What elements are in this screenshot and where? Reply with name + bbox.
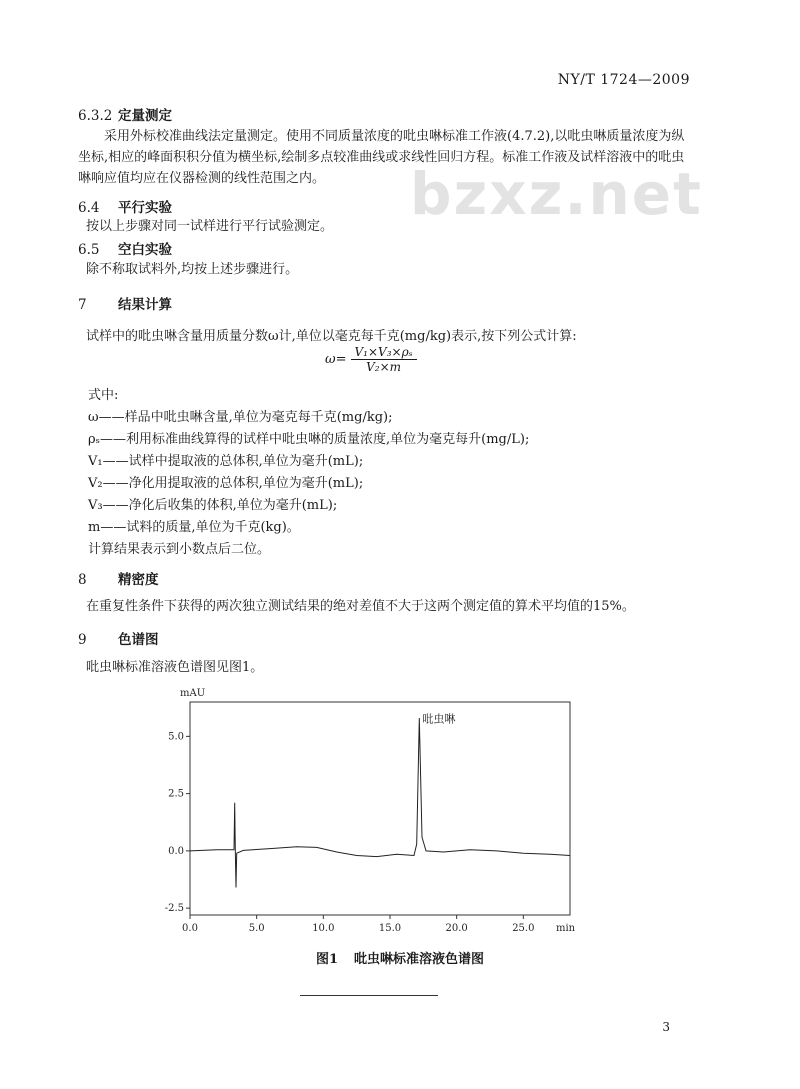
section-heading-6-5 (78, 238, 172, 258)
section-number: 6.4 (78, 200, 100, 216)
x-tick-label: 20.0 (445, 923, 468, 934)
watermark: bzxz.net (410, 160, 703, 228)
section-number: 6.5 (78, 242, 100, 258)
chromatogram-trace (190, 718, 570, 888)
figure-label: 图1 (315, 952, 339, 967)
chart-y-axis-label: mAU (180, 688, 206, 699)
section-heading-9 (78, 628, 159, 648)
plot-frame (190, 702, 570, 915)
section-body-6-4: 按以上步骤对同一试样进行平行试验测定。 (86, 219, 334, 234)
variable-v3: V₃——净化后收集的体积,单位为毫升(mL); (88, 498, 338, 513)
x-tick-label: 5.0 (248, 923, 265, 934)
section-title: 结果计算 (118, 297, 172, 313)
formula-denominator: V₂×m (366, 360, 402, 374)
variable-rho: ρₛ——利用标准曲线算得的试样中吡虫啉的质量浓度,单位为毫克每升(mg/L); (88, 432, 530, 447)
formula-lhs: ω= (325, 352, 347, 367)
y-tick-label: 2.5 (168, 788, 184, 800)
chart-x-axis-label: min (556, 923, 576, 934)
rounding-note: 计算结果表示到小数点后二位。 (88, 542, 271, 557)
where-label: 式中: (88, 388, 119, 403)
section-title: 精密度 (118, 572, 159, 588)
bottom-rule (300, 995, 438, 996)
formula-numerator: V₁×V₃×ρₛ (351, 345, 417, 360)
standard-code: NY/T 1724—2009 (557, 72, 690, 88)
page-number: 3 (662, 1020, 670, 1034)
figure-caption-text: 吡虫啉标准溶液色谱图 (354, 952, 485, 967)
variable-m: m——试料的质量,单位为千克(kg)。 (88, 520, 300, 535)
y-tick-label: 0.0 (168, 845, 184, 857)
variable-v1: V₁——试样中提取液的总体积,单位为毫升(mL); (88, 454, 364, 469)
peak-annotation: 吡虫啉 (422, 712, 456, 726)
section-title: 定量测定 (118, 108, 172, 124)
section-heading-6-3-2 (78, 104, 172, 124)
section-number: 9 (78, 632, 87, 648)
section-heading-6-4 (78, 196, 172, 216)
formula (325, 345, 417, 374)
section-title: 色谱图 (118, 632, 159, 648)
y-tick-label: 5.0 (168, 731, 184, 743)
x-tick-label: 25.0 (512, 923, 535, 934)
section-body-6-3-2: 采用外标校准曲线法定量测定。使用不同质量浓度的吡虫啉标准工作液(4.7.2),以吡虫啉质量浓度为纵坐标,相应的峰面积积分值为横坐标,绘制多点较准曲线或求线性回归方程。标准工作液及试样溶液中的吡虫啉响应值均应在仪器检测的线性范围之内。 (78, 129, 685, 186)
figure-caption (0, 948, 800, 967)
section-body-6-5: 除不称取试料外,均按上述步骤进行。 (86, 262, 299, 277)
section-number: 7 (78, 297, 87, 313)
section-heading-7 (78, 293, 172, 313)
formula-fraction (351, 345, 417, 374)
y-tick-label: -2.5 (164, 903, 184, 915)
section-body-8: 在重复性条件下获得的两次独立测试结果的绝对差值不大于这两个测定值的算术平均值的15%。 (86, 599, 635, 614)
section-heading-8 (78, 568, 159, 588)
variable-omega: ω——样品中吡虫啉含量,单位为毫克每千克(mg/kg); (88, 410, 393, 425)
section-title: 平行实验 (118, 200, 172, 216)
x-tick-label: 10.0 (312, 923, 335, 934)
section-number: 8 (78, 572, 87, 588)
section-number: 6.3.2 (78, 108, 113, 124)
variable-v2: V₂——净化用提取液的总体积,单位为毫升(mL); (88, 476, 364, 491)
chromatogram-chart (0, 682, 800, 942)
section-body-9: 吡虫啉标准溶液色谱图见图1。 (86, 660, 264, 675)
section-intro-7: 试样中的吡虫啉含量用质量分数ω计,单位以毫克每千克(mg/kg)表示,按下列公式计算: (86, 329, 577, 344)
x-tick-label: 15.0 (378, 923, 402, 934)
x-tick-label: 0.0 (182, 923, 198, 934)
section-title: 空白实验 (118, 242, 172, 258)
